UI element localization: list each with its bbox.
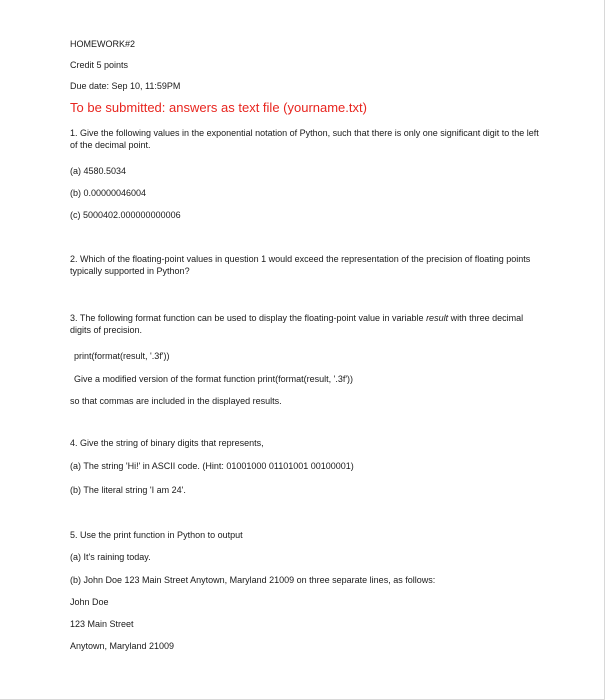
question-2-prompt: 2. Which of the floating-point values in question 1 would exceed the representation of the precision of floating points typically supported in Python? [70, 254, 531, 276]
question-1c: (c) 5000402.000000000006 [70, 210, 181, 220]
submission-note: To be submitted: answers as text file (yourname.txt) [70, 100, 367, 115]
question-4a: (a) The string 'Hi!' in ASCII code. (Hint: 01001000 01101001 00100001) [70, 461, 354, 471]
question-5-prompt: 5. Use the print function in Python to output [70, 530, 243, 540]
question-1b: (b) 0.00000046004 [70, 188, 147, 198]
question-1a: (a) 4580.5034 [70, 166, 127, 176]
address-line-2: 123 Main Street [70, 619, 134, 629]
q3-prompt-tail: with three decimal digits of precision. [70, 313, 524, 335]
question-3-prompt [70, 312, 540, 336]
homework-title: HOMEWORK#2 [70, 39, 136, 49]
question-5b: (b) John Doe 123 Main Street Anytown, Maryland 21009 on three separate lines, as follows: [70, 575, 436, 585]
question-4b: (b) The literal string 'I am 24'. [70, 485, 186, 495]
address-line-3: Anytown, Maryland 21009 [70, 641, 175, 651]
question-3-note: so that commas are included in the displayed results. [70, 396, 282, 406]
address-line-1: John Doe [70, 597, 109, 607]
q3-variable: result [426, 313, 449, 323]
question-1-prompt: 1. Give the following values in the exponential notation of Python, such that there is only one significant digit to the left of the decimal point. [70, 128, 539, 150]
credit-line: Credit 5 points [70, 60, 129, 70]
question-5a: (a) It's raining today. [70, 552, 151, 562]
question-3-code: print(format(result, '.3f')) [74, 351, 170, 361]
question-3-modify: Give a modified version of the format function print(format(result, '.3f')) [74, 374, 354, 384]
q3-prompt-text: 3. The following format function can be used to display the floating-point value in variable [70, 313, 427, 323]
question-4-prompt: 4. Give the string of binary digits that represents, [70, 438, 264, 448]
due-date: Due date: Sep 10, 11:59PM [70, 81, 181, 91]
